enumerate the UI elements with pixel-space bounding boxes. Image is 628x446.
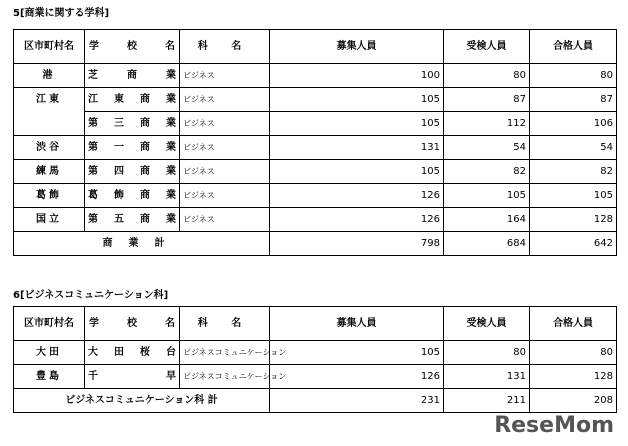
school-name-char: 三 <box>114 117 124 129</box>
school-name-char: 桜 <box>140 346 150 358</box>
school-cell <box>85 208 180 232</box>
school-name-char: 商 <box>140 189 150 201</box>
applicants-cell: 164 <box>444 208 530 232</box>
applicants-cell: 54 <box>444 136 530 160</box>
resemom-watermark-logo: ReseMom <box>494 413 614 438</box>
passed-cell: 54 <box>530 136 617 160</box>
district-cell: 豊島 <box>14 365 85 389</box>
school-name-char: 第 <box>88 141 98 153</box>
school-name-char: 商 <box>140 141 150 153</box>
applicants-cell: 80 <box>444 64 530 88</box>
applicants-cell: 105 <box>444 184 530 208</box>
school-name-char: 芝 <box>88 69 98 81</box>
header-school-char: 名 <box>165 317 175 329</box>
header-school-char: 学 <box>89 317 99 329</box>
district-cell: 葛飾 <box>14 184 85 208</box>
school-name-char: 業 <box>166 165 176 177</box>
school-name-char: 業 <box>166 189 176 201</box>
school-name-char: 商 <box>140 117 150 129</box>
header-recruit: 募集人員 <box>270 307 444 341</box>
total-row <box>14 389 617 413</box>
school-name-char: 四 <box>114 165 124 177</box>
applicants-cell: 131 <box>444 365 530 389</box>
header-school <box>85 307 180 341</box>
table-header-row <box>14 307 617 341</box>
school-cell <box>85 341 180 365</box>
school-name-char: 第 <box>88 117 98 129</box>
recruit-cell: 100 <box>270 64 444 88</box>
school-name-char: 田 <box>114 346 124 358</box>
district-cell: 江東 <box>14 88 85 112</box>
table-row <box>14 208 617 232</box>
recruit-cell: 126 <box>270 208 444 232</box>
passed-cell: 106 <box>530 112 617 136</box>
table-row <box>14 88 617 112</box>
school-name-char: 第 <box>88 213 98 225</box>
header-subject: 科 名 <box>180 30 270 64</box>
total-recruit: 798 <box>270 232 444 256</box>
subject-cell: ビジネス <box>180 208 270 232</box>
district-cell: 国立 <box>14 208 85 232</box>
subject-cell: ビジネス <box>180 184 270 208</box>
applicants-cell: 87 <box>444 88 530 112</box>
business-communication-table <box>13 306 617 413</box>
header-passed: 合格人員 <box>530 307 617 341</box>
passed-cell: 80 <box>600 69 613 81</box>
school-name-char: 五 <box>114 213 124 225</box>
applicants-cell: 80 <box>444 341 530 365</box>
passed-cell: 128 <box>530 365 617 389</box>
subject-cell: ビジネスコミュニケーション <box>180 341 270 365</box>
school-name-char: 商 <box>140 93 150 105</box>
school-name-char: 業 <box>166 69 176 81</box>
recruit-cell: 126 <box>270 184 444 208</box>
table-row <box>14 365 617 389</box>
recruit-cell: 105 <box>270 112 444 136</box>
recruit-cell: 126 <box>270 365 444 389</box>
school-name-char: 業 <box>166 117 176 129</box>
school-cell <box>85 184 180 208</box>
section2-title: 6[ビジネスコミュニケーション科] <box>13 290 169 301</box>
header-school-char: 校 <box>127 40 137 52</box>
school-cell <box>85 365 180 389</box>
recruit-cell: 131 <box>270 136 444 160</box>
school-name-char: 東 <box>114 93 124 105</box>
school-name-char: 商 <box>140 213 150 225</box>
total-label: 商業計 <box>14 232 270 256</box>
header-recruit: 募集人員 <box>270 30 444 64</box>
subject-cell: ビジネスコミュニケーション <box>180 365 270 389</box>
school-name-char: 業 <box>166 213 176 225</box>
total-row <box>14 232 617 256</box>
district-cell: 渋谷 <box>14 136 85 160</box>
table-row <box>14 136 617 160</box>
header-applicants: 受検人員 <box>444 30 530 64</box>
subject-cell: ビジネス <box>180 160 270 184</box>
school-cell <box>85 160 180 184</box>
school-name-char: 第 <box>88 165 98 177</box>
school-name-char: 商 <box>140 165 150 177</box>
table-header-row <box>14 30 617 64</box>
table-row <box>14 112 617 136</box>
recruit-cell: 105 <box>270 341 444 365</box>
header-applicants: 受検人員 <box>444 307 530 341</box>
total-label: ビジネスコミュニケーション科 計 <box>14 389 270 413</box>
passed-cell: 105 <box>530 184 617 208</box>
school-cell <box>85 136 180 160</box>
total-passed: 642 <box>530 232 617 256</box>
header-school <box>85 30 180 64</box>
subject-cell: ビジネス <box>180 88 270 112</box>
passed-cell: 87 <box>530 88 617 112</box>
passed-cell: 80 <box>600 346 613 358</box>
school-name-char: 飾 <box>114 189 124 201</box>
passed-cell: 128 <box>530 208 617 232</box>
header-passed: 合格人員 <box>530 30 617 64</box>
district-cell: 大田 <box>14 341 85 365</box>
total-applicants: 684 <box>444 232 530 256</box>
applicants-cell: 82 <box>444 160 530 184</box>
header-school-char: 校 <box>127 317 137 329</box>
school-name-char: 千 <box>88 370 98 382</box>
applicants-cell: 112 <box>444 112 530 136</box>
header-school-char: 学 <box>89 40 99 52</box>
district-cell: 練馬 <box>14 160 85 184</box>
total-passed: 208 <box>530 389 617 413</box>
subject-cell: ビジネス <box>180 64 270 88</box>
table-row <box>14 341 617 365</box>
school-name-char: 一 <box>114 141 124 153</box>
school-name-char: 商 <box>127 69 137 81</box>
school-name-char: 業 <box>166 93 176 105</box>
school-name-char: 業 <box>166 141 176 153</box>
school-name-char: 江 <box>88 93 98 105</box>
total-recruit: 231 <box>270 389 444 413</box>
school-name-char: 葛 <box>88 189 98 201</box>
school-cell <box>85 112 180 136</box>
school-cell <box>85 64 180 88</box>
table-row <box>14 64 617 88</box>
subject-cell: ビジネス <box>180 112 270 136</box>
subject-cell: ビジネス <box>180 136 270 160</box>
school-name-char: 大 <box>88 346 98 358</box>
school-name-char: 早 <box>166 370 176 382</box>
header-subject: 科 名 <box>180 307 270 341</box>
header-district: 区市町村名 <box>14 30 85 64</box>
school-cell <box>85 88 180 112</box>
header-school-char: 名 <box>165 40 175 52</box>
section1-title: 5[商業に関する学科] <box>13 8 110 19</box>
district-cell <box>14 112 85 136</box>
table-row <box>14 160 617 184</box>
school-name-char: 台 <box>166 346 176 358</box>
recruit-cell: 105 <box>270 88 444 112</box>
recruit-cell: 105 <box>270 160 444 184</box>
table-row <box>14 184 617 208</box>
total-applicants: 211 <box>444 389 530 413</box>
passed-cell: 82 <box>530 160 617 184</box>
commerce-table <box>13 29 617 256</box>
district-cell: 港 <box>14 64 85 88</box>
header-district: 区市町村名 <box>14 307 85 341</box>
